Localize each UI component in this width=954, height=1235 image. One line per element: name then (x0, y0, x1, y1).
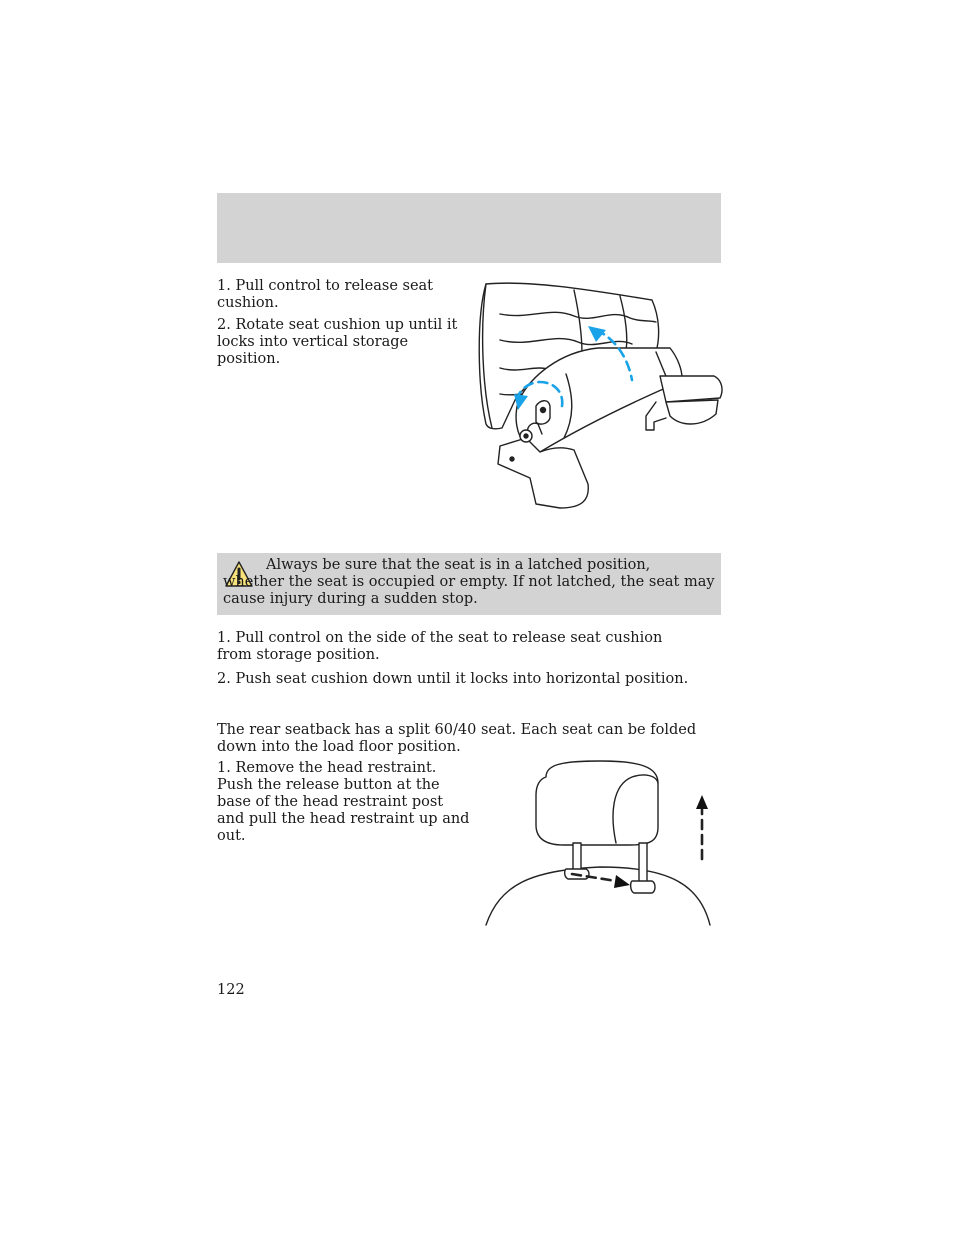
section-header-band (217, 193, 721, 263)
head-restraint-removal-illustration (480, 755, 720, 931)
seat-cushion-storage-illustration (470, 278, 730, 514)
cushion-lock-step-2: 2. Push seat cushion down until it locks into horizontal position. (217, 671, 689, 687)
cushion-unlock-step-1: 1. Pull control on the side of the seat to release seat cushion from storage position. (217, 630, 663, 663)
cushion-release-step-1: 1. Pull control to release seat cushion. (217, 278, 434, 311)
warning-text: Always be sure that the seat is in a latched position, whether the seat is occupied or empty. If not latched, the seat may cause injury during a sudden stop. (223, 557, 715, 607)
cushion-rotate-step-2: 2. Rotate seat cushion up until it locks into vertical storage position. (217, 317, 458, 367)
warning-box (217, 553, 721, 615)
page-number: 122 (217, 982, 245, 998)
head-restraint-step-1: 1. Remove the head restraint. Push the release button at the base of the head restraint post and pull the head restraint up and out. (217, 760, 470, 844)
seatback-intro: The rear seatback has a split 60/40 seat. Each seat can be folded down into the load floor position. (217, 722, 697, 755)
